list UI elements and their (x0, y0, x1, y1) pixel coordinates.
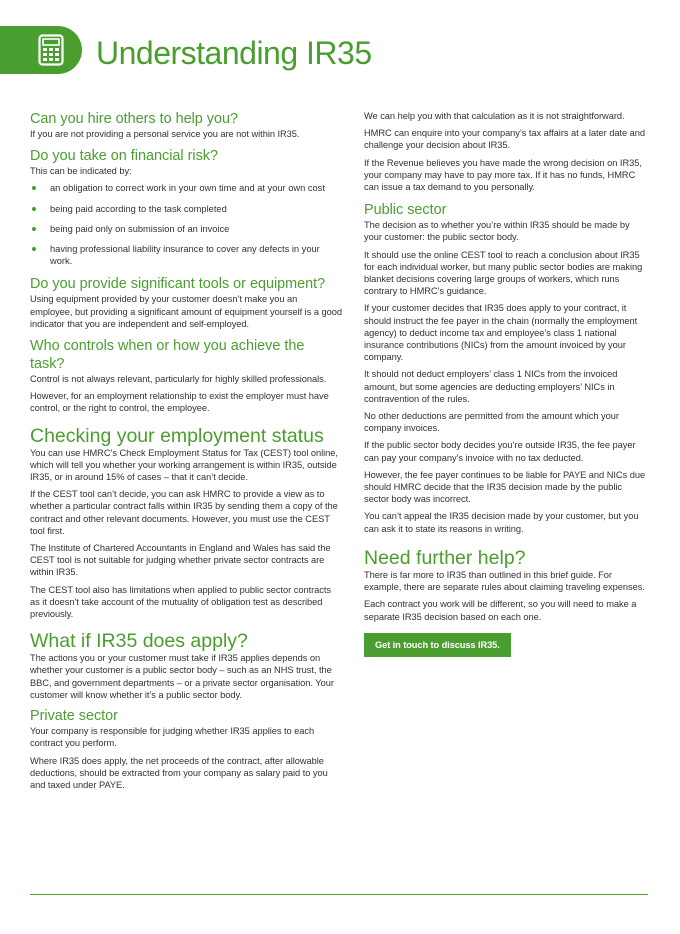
paragraph: If the public sector body decides you’re outside IR35, the fee payer can pay your company’s invoice with no tax deducted. (364, 440, 636, 463)
section-tools-equipment (30, 275, 342, 330)
section-heading: Who controls when or how you achieve the task? (30, 338, 305, 373)
paragraph: The actions you or your customer must take if IR35 applies depends on whether your customer is a public sector body – such as an NHS trust, the BBC, and government departments – or a private sector organisation. Your customer will know whether it’s a public sector body. (30, 653, 334, 700)
section-public-sector (364, 201, 648, 535)
section-who-controls (30, 337, 342, 415)
contact-button[interactable]: Get in touch to discuss IR35. (364, 633, 511, 657)
paragraph: However, the fee payer continues to be liable for PAYE and NICs due should HMRC decide that the IR35 decision made by the public sector body was incorrect. (364, 469, 646, 505)
paragraph: The Institute of Chartered Accountants in England and Wales has said the CEST tool is not suitable for judging whether private sector contracts are within IR35. (30, 543, 331, 578)
paragraph: The CEST tool also has limitations when applied to public sector contracts as it doesn’t take account of the mutuality of obligation test as described previously. (30, 584, 332, 620)
paragraph: HMRC can enquire into your company’s tax affairs at a later date and challenge your decision about IR35. (364, 128, 645, 151)
page-title: Understanding IR35 (96, 35, 372, 71)
calculator-icon-badge (0, 26, 82, 74)
section-hire-others (30, 110, 342, 140)
paragraph: No other deductions are permitted from the amount which your company invoices. (364, 411, 619, 434)
paragraph: It should use the online CEST tool to reach a conclusion about IR35 for each individual worker, but many public sector bodies are making blanket decisions covering large groups of workers, which runs contrary to HMRC’s guidance. (364, 249, 643, 297)
list-item: having professional liability insurance to cover any defects in your work. (30, 243, 342, 267)
section-heading: Need further help? (364, 546, 526, 569)
list-item: an obligation to correct work in your own time and at your own cost (30, 182, 342, 194)
paragraph: You can’t appeal the IR35 decision made by your customer, but you can ask it to state its reasons in writing. (364, 511, 639, 534)
right-column (364, 110, 648, 657)
paragraph: However, for an employment relationship to exist the employer must have control, or the right to control, the employee. (30, 391, 329, 414)
section-heading: Private sector (30, 708, 118, 725)
paragraph: Control is not always relevant, particularly for highly skilled professionals. (30, 374, 327, 385)
list-item: being paid only on submission of an invoice (30, 223, 342, 235)
section-checking-status (30, 425, 342, 621)
left-column (30, 110, 342, 796)
paragraph: This can be indicated by: (30, 166, 132, 177)
section-private-sector (30, 707, 342, 791)
section-heading: Do you provide significant tools or equipment? (30, 276, 326, 293)
section-heading: Can you hire others to help you? (30, 111, 238, 127)
section-heading: Checking your employment status (30, 424, 324, 447)
paragraph: Your company is responsible for judging whether IR35 applies to each contract you perform. (30, 726, 315, 749)
section-heading: Public sector (364, 202, 447, 219)
page-header (0, 14, 680, 84)
calculator-icon (38, 34, 64, 66)
footer-divider (30, 894, 648, 895)
paragraph: If your customer decides that IR35 does apply to your contract, it should instruct the fee payer in the chain (normally the employment agency) to deduct income tax and employee’s class 1 national insurance contributions (NICs) from the amount invoiced by your company. (364, 303, 638, 363)
list-item: being paid according to the task completed (30, 203, 342, 215)
paragraph: There is far more to IR35 than outlined in this brief guide. For example, there are separate rules about claiming traveling expenses. (364, 569, 645, 593)
paragraph: Each contract you work will be different, so you will need to make a separate IR35 decision based on each one. (364, 599, 637, 622)
paragraph: The decision as to whether you’re within IR35 should be made by your customer: the public sector body. (364, 220, 630, 243)
bullet-list (30, 182, 342, 267)
paragraph: We can help you with that calculation as it is not straightforward. (364, 111, 625, 121)
section-if-ir35-applies (30, 630, 342, 701)
paragraph: If the Revenue believes you have made the wrong decision on IR35, your company may have to pay more tax. If it has no funds, HMRC can issue a tax demand to you personally. (364, 157, 642, 193)
paragraph: Using equipment provided by your customer doesn’t make you an employee, but providing a significant amount of equipment yourself is a good indicator that you are independent and self-employed. (30, 294, 342, 329)
paragraph: It should not deduct employers’ class 1 NICs from the invoiced amount, but some agencies are deducting employers’ NICs in contravention of the rules. (364, 369, 618, 404)
paragraph: If the CEST tool can’t decide, you can ask HMRC to provide a view as to whether a particular contract falls within IR35 by sending them a copy of the contract and other relevant documents. However, you must use the CEST tool first. (30, 489, 338, 536)
section-heading: Do you take on financial risk? (30, 148, 218, 165)
paragraph: You can use HMRC’s Check Employment Status for Tax (CEST) tool online, which will tell you whether your working arrangement is within IR35, outside IR35, or in around 15% of cases – that it can’t decide. (30, 447, 338, 483)
paragraph: If you are not providing a personal service you are not within IR35. (30, 129, 300, 139)
section-calculation (364, 110, 648, 193)
paragraph: Where IR35 does apply, the net proceeds of the contract, after allowable deductions, should be extracted from your company as salary paid to you and taxed under PAYE. (30, 755, 328, 790)
section-financial-risk (30, 147, 342, 267)
section-further-help (364, 547, 648, 657)
section-heading: What if IR35 does apply? (30, 630, 248, 653)
